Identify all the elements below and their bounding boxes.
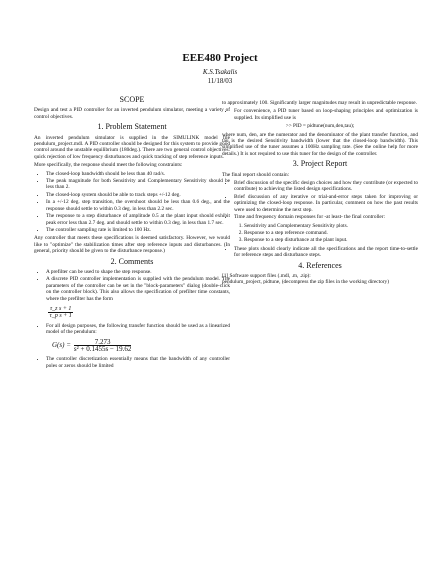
list-item: • In a +/-12 deg. step transition, the overshoot should be less than 0.6 deg., and the response should settle to within 0.3 deg. in less than 2.2 sec. [46,199,230,212]
scope-text: Design and test a PID controller for an inverted pendulum simulator, meeting a variety of control objectives. [34,107,230,120]
report-sublist [222,223,418,244]
list-item: • Brief discussion of the specific design choices and how they contribute (or expected to contribute) to achieving the listed design specifications. [234,180,418,193]
report-heading: 3. Project Report [292,159,348,169]
comments-list-2 [34,323,230,336]
reference-1: [1] Software support files (.mdl, .m, .zip): [222,272,311,279]
list-item: • Brief discussion of any iterative or trial-and-error steps taken for improving or optimizing the closed-loop response. In particular, comment on how the past results were used to determine the next step. [234,194,418,213]
problem-paragraph-2: More specifically, the response should meet the following constraints: [34,162,183,169]
equation-fraction [74,339,131,353]
prefilter-fraction [48,306,73,320]
report-list-2 [222,246,418,259]
list-item: • For convenience, a PID tuner based on loop-shaping principles and optimization is supplied. Its simplified use is [234,108,418,121]
comments-list [34,269,230,302]
prefilter-numerator: τ_z s + 1 [50,305,72,312]
list-item: • A discrete PID controller implementation is supplied with the pendulum model. The parameters of the controller can be set in the "block-parameters" dialog (double-click on the controller block). This also allows the specification of prefilter time constants, where the prefilter has the form [46,276,230,302]
list-item: • A prefilter can be used to shape the step response. [46,269,230,275]
problem-paragraph-1: An inverted pendulum simulator is supplied in the SIMULINK model file pendulum_project.mdl. A PID controller should be designed for this system to provide good control around the unstable equilibrium (180deg.). There are two general control objectives: quick rejection of low frequency disturbances and quick tracking of step reference inputs. [34,134,230,160]
reference-1-files: pendulum_project, pidtune, (decompress the zip files in the working directory) [222,279,389,286]
list-item: • The response to a step disturbance of amplitude 0.5 at the plant input should exhibit peak error less than 2.7 deg. and should settle to within 0.3 deg. in less than 1.7 sec. [46,213,230,226]
constraints-list [34,171,230,234]
comments-list-3 [34,356,230,369]
list-item: • The closed-loop system should be able to track steps +/-12 deg. [46,192,230,198]
list-item: • For all design purposes, the following transfer function should be used as a linearized model of the pendulum: [46,323,230,336]
prefilter-denominator: τ_p s + 1 [49,313,72,320]
continuation-text: to approximately 100. Significantly larger magnitudes may result in unpredictable response. [222,100,417,106]
paper-author: K.S.Tsakalis [202,68,238,76]
list-item: 2. Response to a step reference command. [244,230,418,236]
report-list [222,180,418,220]
paper-title: EEE480 Project [182,52,258,64]
equation-numerator: 7.273 [74,339,131,346]
problem-paragraph-3: Any controller that meets these specifications is deemed satisfactory. However, we would like to "optimize" the stabilization times after step reference inputs and disturbances. (In general, priority should be given to the disturbance response.) [34,235,230,255]
list-item: 3. Response to a step disturbance at the plant input. [244,237,418,243]
equation-denominator: s² + 0.1455s − 19.62 [73,345,132,353]
left-column [34,93,230,371]
list-item: • The peak magnitude for both Sensitivity and Complementary Sensitivity should be less than 2. [46,178,230,191]
problem-heading: 1. Problem Statement [97,122,167,132]
list-item: • The controller discretization essentially means that the bandwidth of any controller poles or zeros should be limited [46,356,230,369]
pid-list [222,108,418,121]
list-item: • These plots should clearly indicate all the specifications and the report time-to-settle for reference steps and disturbance steps. [234,246,418,259]
list-item: 1. Sensitivity and Complementary Sensitivity plots. [244,223,418,229]
references-heading: 4. References [298,260,342,270]
code-line: >> PID = pidtune(num,den,tau); [285,123,355,130]
equation-lhs: G(s) = [52,341,71,350]
list-item: • Time and frequency domain responses for -at least- the final controller: [234,214,418,220]
plant-equation [52,339,230,353]
list-item: • The closed-loop bandwidth should be less than 40 rad/s. [46,171,230,177]
right-column [222,100,418,286]
comments-heading: 2. Comments [110,256,154,266]
report-intro: The final report should contain: [222,171,290,178]
pid-explanation: where num, den, are the numerator and the denominator of the plant transfer function, and tau is the desired Sensitivity bandwidth (lower that the closed-loop bandwidth). This simplified use of the tuner assumes a 100Hz sampling rate. (See the online help for more details.) It is not required to use this tuner for the design of the controller. [222,131,418,157]
list-item: • The controller sampling rate is limited to 100 Hz. [46,227,230,233]
paper-date: 11/18/03 [207,77,233,85]
scope-heading: SCOPE [119,95,145,104]
